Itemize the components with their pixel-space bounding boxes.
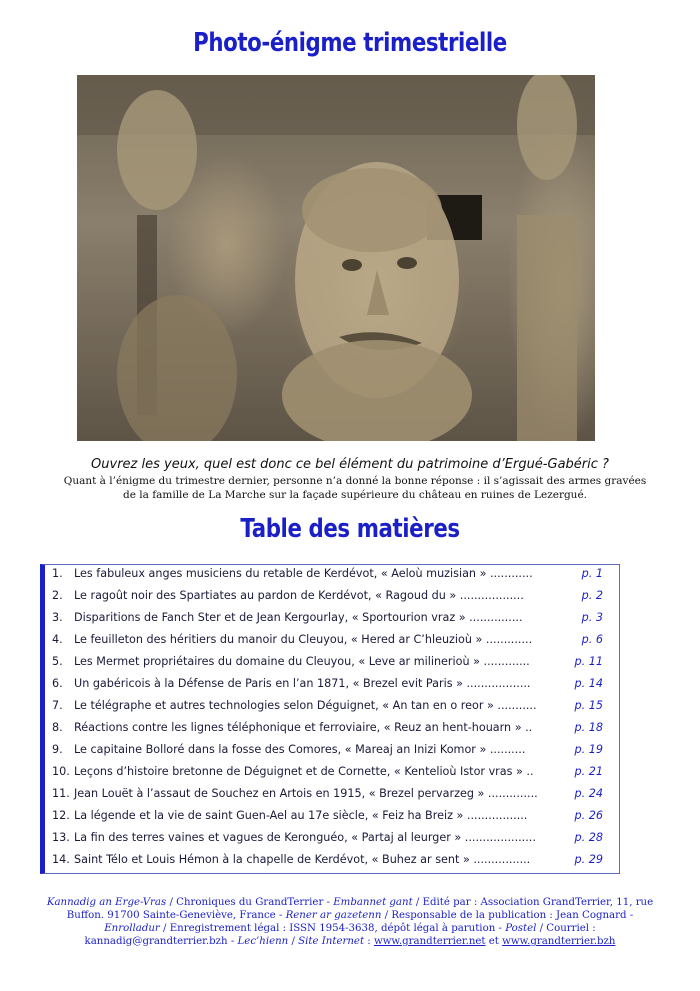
website-link-net[interactable]: www.grandterrier.net <box>373 936 486 947</box>
footer-text: et <box>485 936 503 947</box>
toc-item-page: p. 21 <box>574 765 603 778</box>
toc-item-page: p. 19 <box>574 743 603 756</box>
toc-item-number: 3. <box>52 611 63 624</box>
toc-item-title: Le télégraphe et autres technologies selon Déguignet, « An tan en o reor » ........... <box>74 699 537 712</box>
toc-item-number: 2. <box>52 589 63 602</box>
toc-title: Table des matières <box>240 514 460 544</box>
toc-item-title: Saint Télo et Louis Hémon à la chapelle de Kerdévot, « Buhez ar sent » ................ <box>74 853 531 866</box>
toc-item-number: 10. <box>52 765 70 778</box>
footer-text: / Enregistrement légal : ISSN 1954-3638, dépôt légal à parution - <box>159 923 506 934</box>
toc-item-title: Le capitaine Bolloré dans la fosse des Comores, « Mareaj an Inizi Komor » .......... <box>74 743 526 756</box>
footer-label-br: Rener ar gazetenn <box>285 910 382 921</box>
toc-item-number: 6. <box>52 677 63 690</box>
toc-item-page: p. 14 <box>574 677 603 690</box>
website-link-bzh[interactable]: www.grandterrier.bzh <box>502 936 616 947</box>
toc-item-title: Le feuilleton des héritiers du manoir du Cleuyou, « Hered ar C’hleuzioù » ............. <box>74 633 533 646</box>
footer-label-br: Enrolladur <box>104 923 160 934</box>
toc-item[interactable] <box>52 809 617 829</box>
footer-label-br: Site Internet <box>298 936 365 947</box>
toc-item-number: 7. <box>52 699 63 712</box>
page-title: Photo-énigme trimestrielle <box>193 28 507 58</box>
toc-item-number: 9. <box>52 743 63 756</box>
footer-colophon <box>44 896 656 948</box>
toc-item[interactable] <box>52 677 617 697</box>
toc-item[interactable] <box>52 699 617 719</box>
toc-item-page: p. 1 <box>581 567 603 580</box>
intro-paragraph: Quant à l’énigme du trimestre dernier, personne n’a donné la bonne réponse : il s’agissait des armes gravées de la famille de La Marche sur la façade supérieure du château en ruines de Lezergué. <box>63 475 647 501</box>
footer-text: / Chroniques du GrandTerrier - <box>166 897 334 908</box>
table-of-contents <box>40 564 620 874</box>
toc-item[interactable] <box>52 633 617 653</box>
toc-item-title: Leçons d’histoire bretonne de Déguignet et de Cornette, « Kentelioù Istor vras » .. <box>74 765 534 778</box>
toc-item[interactable] <box>52 743 617 763</box>
toc-item-page: p. 24 <box>574 787 603 800</box>
toc-item-number: 11. <box>52 787 70 800</box>
toc-item[interactable] <box>52 765 617 785</box>
toc-item-number: 12. <box>52 809 70 822</box>
footer-label-br: Lec’hienn <box>237 936 289 947</box>
footer-text: / <box>288 936 299 947</box>
toc-item-title: Les Mermet propriétaires du domaine du Cleuyou, « Leve ar milinerioù » ............. <box>74 655 530 668</box>
photo-caption: Ouvrez les yeux, quel est donc ce bel élément du patrimoine d’Ergué-Gabéric ? <box>91 457 609 472</box>
toc-item-title: Le ragoût noir des Spartiates au pardon de Kerdévot, « Ragoud du » .................. <box>74 589 524 602</box>
toc-item-number: 13. <box>52 831 70 844</box>
enigma-photo <box>77 75 595 441</box>
footer-label-br: Postel <box>505 923 537 934</box>
toc-item-title: Un gabéricois à la Défense de Paris en l’an 1871, « Brezel evit Paris » .................. <box>74 677 531 690</box>
toc-item-title: Jean Louët à l’assaut de Souchez en Artois en 1915, « Brezel pervarzeg » .............. <box>74 787 538 800</box>
toc-item-page: p. 15 <box>574 699 603 712</box>
toc-item[interactable] <box>52 567 617 587</box>
toc-item-title: Les fabuleux anges musiciens du retable de Kerdévot, « Aeloù muzisian » ............ <box>74 567 533 580</box>
toc-item[interactable] <box>52 655 617 675</box>
toc-item-number: 5. <box>52 655 63 668</box>
toc-item-page: p. 6 <box>581 633 603 646</box>
toc-item-page: p. 2 <box>581 589 603 602</box>
footer-text: / Courriel : kannadig@grandterrier.bzh - <box>84 923 596 947</box>
toc-item-title: Disparitions de Fanch Ster et de Jean Kergourlay, « Sportourion vraz » ............... <box>74 611 523 624</box>
toc-item-number: 4. <box>52 633 63 646</box>
toc-item-title: La fin des terres vaines et vagues de Keronguéo, « Partaj al leurger » .................... <box>74 831 536 844</box>
footer-publication-name: Kannadig an Erge-Vras <box>46 897 167 908</box>
toc-item-page: p. 3 <box>581 611 603 624</box>
toc-item-number: 14. <box>52 853 70 866</box>
footer-label-br: Embannet gant <box>333 897 413 908</box>
footer-text: / Responsable de la publication : Jean Cognard - <box>381 910 634 921</box>
toc-item-page: p. 26 <box>574 809 603 822</box>
toc-item-page: p. 29 <box>574 853 603 866</box>
toc-item[interactable] <box>52 787 617 807</box>
toc-item[interactable] <box>52 611 617 631</box>
toc-item[interactable] <box>52 831 617 851</box>
toc-item-title: Réactions contre les lignes téléphonique et ferroviaire, « Reuz an hent-houarn » .. <box>74 721 533 734</box>
toc-item[interactable] <box>52 853 617 873</box>
toc-item-page: p. 28 <box>574 831 603 844</box>
toc-item-title: La légende et la vie de saint Guen-Ael au 17e siècle, « Feiz ha Breiz » ................. <box>74 809 528 822</box>
footer-text: : <box>364 936 374 947</box>
footer-text: / Edité par : Association GrandTerrier, 11, rue Buffon. 91700 Sainte-Geneviève, France - <box>66 897 654 921</box>
toc-item-page: p. 11 <box>574 655 603 668</box>
toc-item-number: 8. <box>52 721 63 734</box>
toc-item[interactable] <box>52 589 617 609</box>
toc-item[interactable] <box>52 721 617 741</box>
toc-item-page: p. 18 <box>574 721 603 734</box>
toc-item-number: 1. <box>52 567 63 580</box>
